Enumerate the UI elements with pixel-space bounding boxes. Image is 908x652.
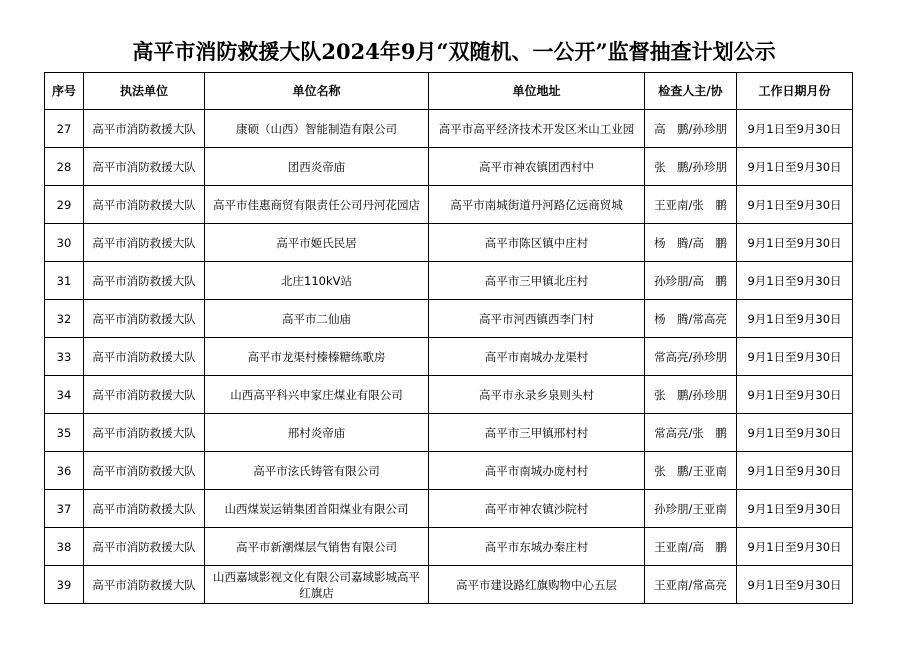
table-header-row [45, 73, 853, 110]
cell-inspectors: 张 鹏/孙珍朋 [645, 376, 737, 414]
cell-seq: 33 [45, 338, 84, 376]
cell-inspectors: 张 鹏/王亚南 [645, 452, 737, 490]
cell-inspectors: 杨 腾/常高亮 [645, 300, 737, 338]
cell-inspectors: 常高亮/张 鹏 [645, 414, 737, 452]
cell-work-period: 9月1日至9月30日 [737, 452, 853, 490]
cell-inspectors: 常高亮/孙珍朋 [645, 338, 737, 376]
cell-unit-address: 高平市高平经济技术开发区米山工业园 [429, 110, 645, 148]
table-row [45, 186, 853, 224]
cell-unit-address: 高平市三甲镇北庄村 [429, 262, 645, 300]
table-row [45, 224, 853, 262]
cell-seq: 32 [45, 300, 84, 338]
cell-seq: 29 [45, 186, 84, 224]
table-row [45, 528, 853, 566]
cell-unit-address: 高平市陈区镇中庄村 [429, 224, 645, 262]
page-title: 高平市消防救援大队2024年9月“双随机、一公开”监督抽查计划公示 [132, 39, 776, 64]
cell-work-period: 9月1日至9月30日 [737, 262, 853, 300]
header-inspectors: 检查人主/协 [645, 73, 737, 110]
cell-unit-name: 高平市佳惠商贸有限责任公司丹河花园店 [205, 186, 429, 224]
cell-inspectors: 王亚南/常高亮 [645, 566, 737, 604]
cell-seq: 34 [45, 376, 84, 414]
cell-work-period: 9月1日至9月30日 [737, 490, 853, 528]
cell-work-period: 9月1日至9月30日 [737, 110, 853, 148]
cell-inspectors: 王亚南/张 鹏 [645, 186, 737, 224]
cell-unit-address: 高平市南城街道丹河路亿远商贸城 [429, 186, 645, 224]
cell-inspectors: 孙珍朋/王亚南 [645, 490, 737, 528]
cell-unit-name: 高平市姬氏民居 [205, 224, 429, 262]
header-seq: 序号 [45, 73, 84, 110]
cell-work-period: 9月1日至9月30日 [737, 566, 853, 604]
cell-seq: 27 [45, 110, 84, 148]
cell-inspectors: 高 鹏/孙珍朋 [645, 110, 737, 148]
cell-unit-name: 山西高平科兴申家庄煤业有限公司 [205, 376, 429, 414]
cell-inspectors: 孙珍朋/高 鹏 [645, 262, 737, 300]
cell-seq: 38 [45, 528, 84, 566]
table-row [45, 300, 853, 338]
cell-unit-name: 高平市龙渠村榛榛糖练歌房 [205, 338, 429, 376]
cell-enforcement-unit: 高平市消防救援大队 [84, 338, 205, 376]
header-enforcement-unit: 执法单位 [84, 73, 205, 110]
cell-unit-name: 邢村炎帝庙 [205, 414, 429, 452]
cell-seq: 39 [45, 566, 84, 604]
cell-enforcement-unit: 高平市消防救援大队 [84, 110, 205, 148]
cell-work-period: 9月1日至9月30日 [737, 376, 853, 414]
cell-seq: 36 [45, 452, 84, 490]
cell-work-period: 9月1日至9月30日 [737, 528, 853, 566]
table-row [45, 148, 853, 186]
cell-unit-address: 高平市神农镇沙院村 [429, 490, 645, 528]
cell-seq: 31 [45, 262, 84, 300]
cell-seq: 37 [45, 490, 84, 528]
cell-enforcement-unit: 高平市消防救援大队 [84, 376, 205, 414]
table-row [45, 338, 853, 376]
table-row [45, 566, 853, 604]
cell-inspectors: 杨 腾/高 鹏 [645, 224, 737, 262]
cell-enforcement-unit: 高平市消防救援大队 [84, 262, 205, 300]
table-row [45, 110, 853, 148]
cell-unit-address: 高平市河西镇西李门村 [429, 300, 645, 338]
cell-unit-name: 山西煤炭运销集团首阳煤业有限公司 [205, 490, 429, 528]
header-unit-name: 单位名称 [205, 73, 429, 110]
cell-unit-address: 高平市神农镇团西村中 [429, 148, 645, 186]
cell-unit-address: 高平市建设路红旗购物中心五层 [429, 566, 645, 604]
cell-unit-name: 北庄110kV站 [205, 262, 429, 300]
cell-unit-name: 山西嘉域影视文化有限公司嘉域影城高平红旗店 [205, 566, 429, 604]
cell-inspectors: 张 鹏/孙珍朋 [645, 148, 737, 186]
cell-seq: 30 [45, 224, 84, 262]
cell-unit-address: 高平市南城办庞村村 [429, 452, 645, 490]
inspection-plan-table [44, 72, 853, 604]
cell-unit-name: 高平市二仙庙 [205, 300, 429, 338]
cell-work-period: 9月1日至9月30日 [737, 300, 853, 338]
cell-enforcement-unit: 高平市消防救援大队 [84, 300, 205, 338]
table-row [45, 376, 853, 414]
cell-seq: 28 [45, 148, 84, 186]
cell-work-period: 9月1日至9月30日 [737, 338, 853, 376]
cell-enforcement-unit: 高平市消防救援大队 [84, 224, 205, 262]
cell-enforcement-unit: 高平市消防救援大队 [84, 566, 205, 604]
cell-work-period: 9月1日至9月30日 [737, 224, 853, 262]
cell-enforcement-unit: 高平市消防救援大队 [84, 186, 205, 224]
cell-unit-name: 康硕（山西）智能制造有限公司 [205, 110, 429, 148]
table-row [45, 414, 853, 452]
cell-seq: 35 [45, 414, 84, 452]
cell-unit-name: 高平市泫氏铸管有限公司 [205, 452, 429, 490]
cell-work-period: 9月1日至9月30日 [737, 148, 853, 186]
cell-unit-name: 团西炎帝庙 [205, 148, 429, 186]
header-unit-address: 单位地址 [429, 73, 645, 110]
cell-inspectors: 王亚南/高 鹏 [645, 528, 737, 566]
table-row [45, 490, 853, 528]
cell-enforcement-unit: 高平市消防救援大队 [84, 414, 205, 452]
header-work-period: 工作日期月份 [737, 73, 853, 110]
cell-enforcement-unit: 高平市消防救援大队 [84, 490, 205, 528]
table-row [45, 262, 853, 300]
cell-enforcement-unit: 高平市消防救援大队 [84, 452, 205, 490]
cell-unit-address: 高平市永录乡泉则头村 [429, 376, 645, 414]
cell-work-period: 9月1日至9月30日 [737, 186, 853, 224]
cell-enforcement-unit: 高平市消防救援大队 [84, 528, 205, 566]
cell-unit-address: 高平市三甲镇邢村村 [429, 414, 645, 452]
cell-unit-name: 高平市新潮煤层气销售有限公司 [205, 528, 429, 566]
cell-enforcement-unit: 高平市消防救援大队 [84, 148, 205, 186]
cell-unit-address: 高平市南城办龙渠村 [429, 338, 645, 376]
table-row [45, 452, 853, 490]
cell-unit-address: 高平市东城办秦庄村 [429, 528, 645, 566]
cell-work-period: 9月1日至9月30日 [737, 414, 853, 452]
